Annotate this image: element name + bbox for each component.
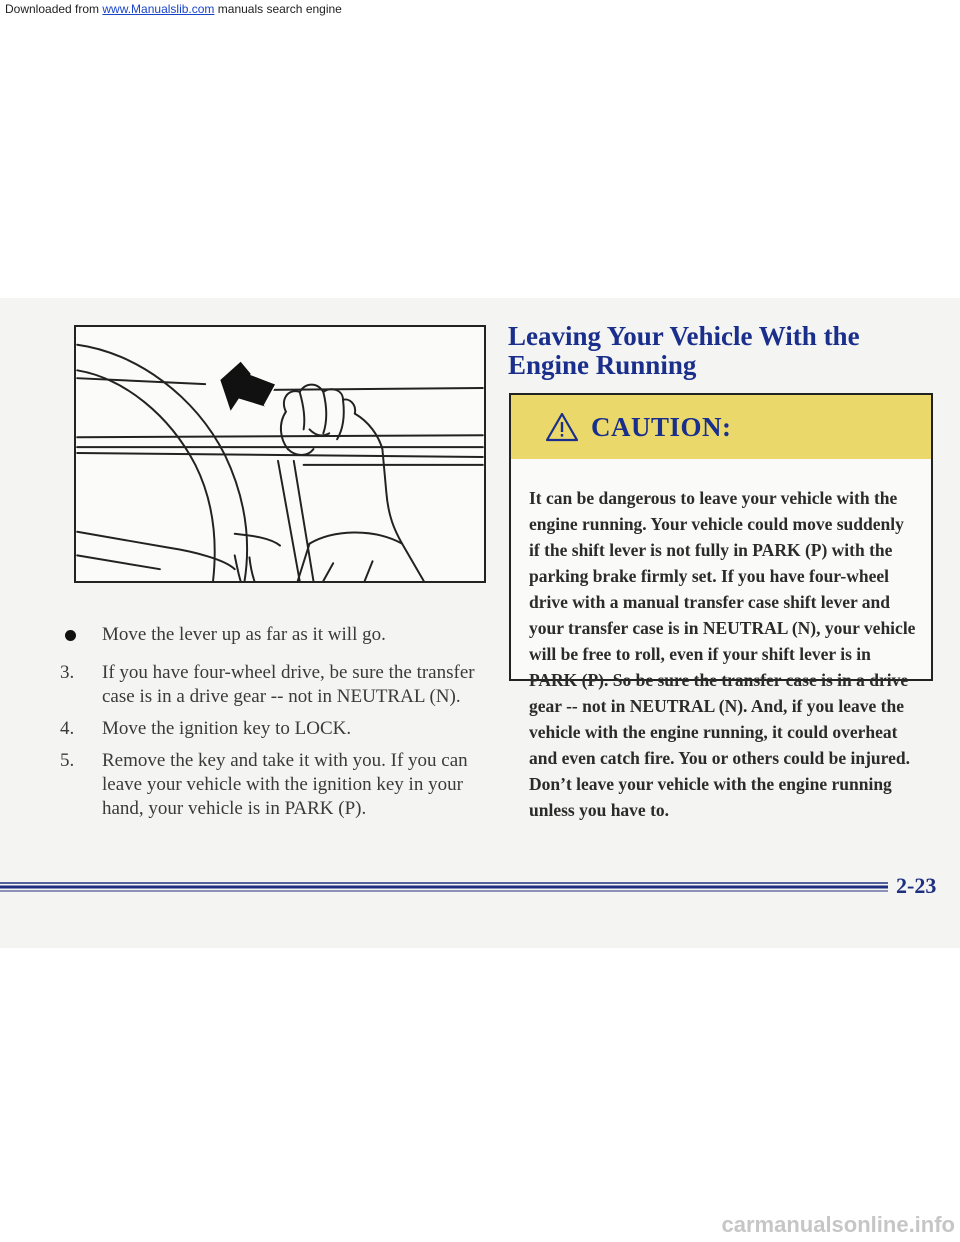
- instruction-steps: [60, 623, 480, 829]
- step-text: Move the ignition key to LOCK.: [102, 718, 352, 739]
- step-text: Remove the key and take it with you. If you can leave your vehicle with the ignition key in your hand, your vehicle is in PARK (P).: [102, 750, 468, 819]
- step-number: 5.: [60, 750, 75, 771]
- site-watermark: carmanualsonline.info: [721, 1212, 955, 1237]
- step-4: [60, 717, 480, 741]
- warning-triangle-icon: [545, 412, 579, 442]
- banner-suffix: manuals search engine: [214, 2, 342, 16]
- step-number: 4.: [60, 718, 75, 739]
- banner-prefix: Downloaded from: [5, 2, 103, 16]
- page-number: 2-23: [896, 873, 937, 898]
- step-text: If you have four-wheel drive, be sure the transfer case is in a drive gear -- not in NEUTRAL (N).: [102, 662, 475, 707]
- step-5: [60, 749, 480, 821]
- caution-label: CAUTION:: [591, 411, 732, 442]
- footer-rule: [0, 877, 930, 897]
- section-title-line2: Engine Running: [508, 350, 697, 380]
- step-number: 3.: [60, 662, 75, 683]
- shift-lever-illustration: [74, 325, 486, 583]
- manualslib-link[interactable]: www.Manualslib.com: [102, 2, 215, 16]
- step-3: [60, 661, 480, 709]
- section-title-line1: Leaving Your Vehicle With the: [508, 321, 860, 351]
- caution-box: [509, 393, 933, 820]
- step-bullet: [60, 623, 480, 647]
- step-text: Move the lever up as far as it will go.: [102, 624, 386, 645]
- download-source-banner: [5, 2, 342, 16]
- section-title: [508, 322, 928, 380]
- caution-text: It can be dangerous to leave your vehicle with the engine running. Your vehicle could move suddenly if the shift lever is not fully in PARK (P) with the parking brake firmly set. If you have four-wheel drive with a manual transfer case shift lever and your transfer case is in NEUTRAL (N), your vehicle will be free to roll, even if your shift lever is in PARK (P). So be sure the transfer case is in a drive gear -- not in NEUTRAL (N). And, if you leave the vehicle with the engine running, it could overheat and even catch fire. You or others could be injured. Don’t leave your vehicle with the engine running unless you have to.: [529, 488, 916, 820]
- bullet-marker: [65, 630, 76, 641]
- caution-header: [511, 395, 931, 459]
